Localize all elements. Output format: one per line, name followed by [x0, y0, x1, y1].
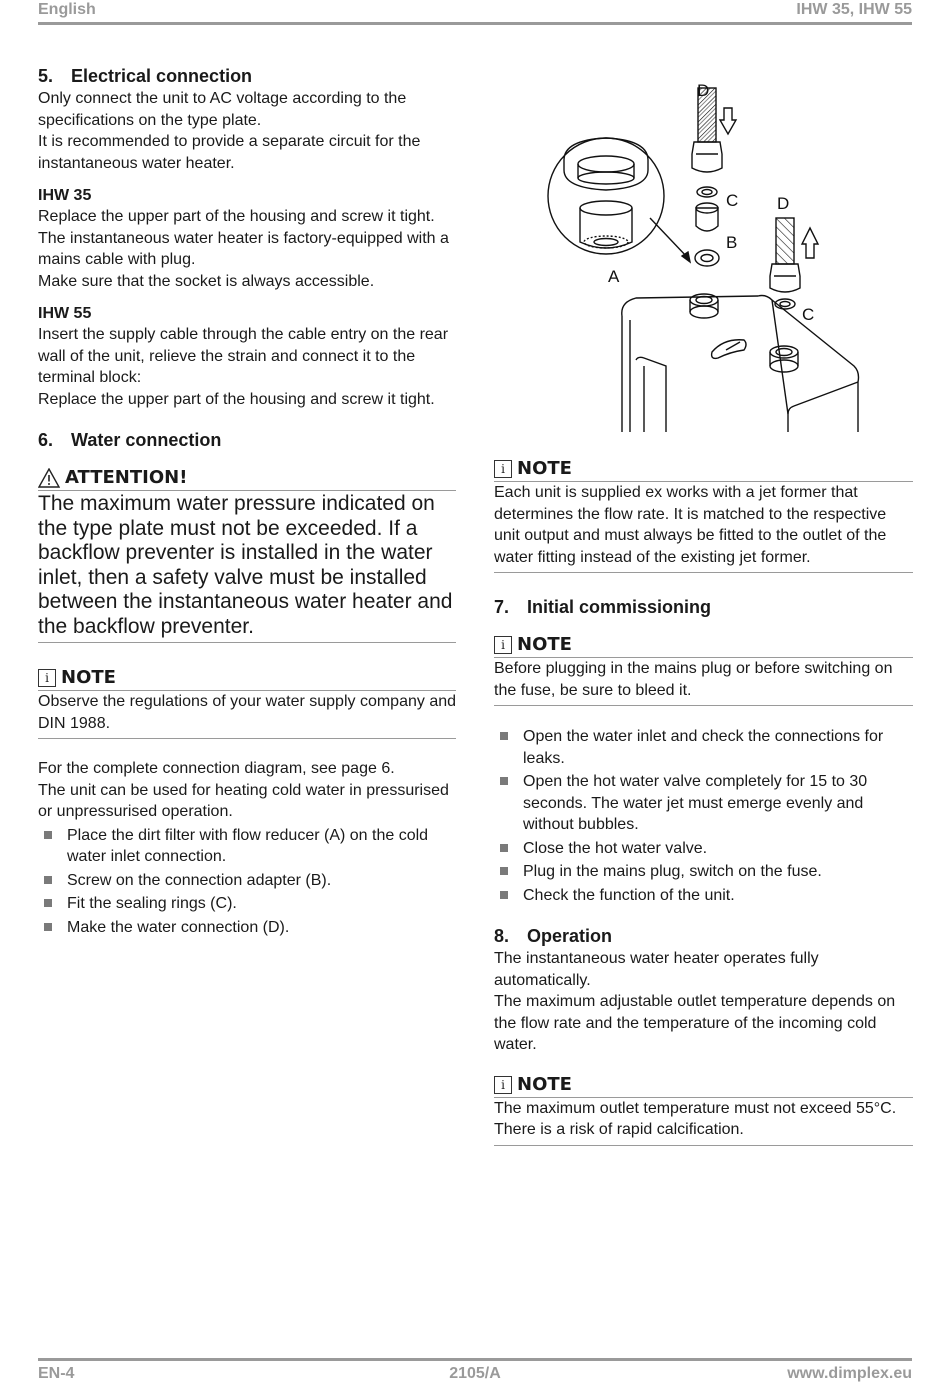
section-6-para-2: The unit can be used for heating cold water in pressurised or unpressurised operation. [38, 781, 449, 820]
ihw35-para-1: Replace the upper part of the housing and screw it tight. The instantaneous water heater is factory-equipped with a mains cable with plug. [38, 208, 449, 268]
commissioning-steps [494, 726, 913, 906]
info-icon: i [494, 636, 512, 654]
ihw55-heading: IHW 55 [38, 305, 92, 322]
info-icon: i [494, 460, 512, 478]
note-text: Before plugging in the mains plug or before switching on the fuse, be sure to bleed it. [494, 658, 913, 706]
label-d-right: D [777, 194, 790, 213]
label-a: A [608, 267, 620, 286]
warning-triangle-icon [38, 468, 60, 488]
list-item: Check the function of the unit. [494, 885, 913, 907]
list-item: Fit the sealing rings (C). [38, 893, 456, 915]
info-icon: i [38, 669, 56, 687]
right-column [494, 458, 913, 1146]
list-item: Plug in the mains plug, switch on the fuse. [494, 861, 913, 883]
note-box-temperature [494, 1074, 913, 1146]
attention-title-row [38, 467, 456, 491]
ihw55-para-1: Insert the supply cable through the cable entry on the rear wall of the unit, relieve the strain and connect it to the terminal block: [38, 326, 449, 386]
page-header [38, 0, 912, 26]
list-item: Close the hot water valve. [494, 838, 913, 860]
note-box-jet-former [494, 458, 913, 573]
ihw55-para-2: Replace the upper part of the housing and screw it tight. [38, 390, 435, 408]
label-d-left: D [697, 81, 710, 100]
label-c-left: C [726, 191, 739, 210]
note-box-regulations [38, 667, 456, 739]
note-title: NOTE [61, 667, 116, 688]
label-c-right: C [802, 305, 815, 324]
list-item: Open the hot water valve completely for 15 to 30 seconds. The water jet must emerge evenly and without bubbles. [494, 771, 913, 836]
section-5-para-2: It is recommended to provide a separate circuit for the instantaneous water heater. [38, 133, 421, 172]
header-language: English [38, 1, 96, 18]
ihw35-heading: IHW 35 [38, 187, 92, 204]
info-icon: i [494, 1076, 512, 1094]
section-8-para-1: The instantaneous water heater operates fully automatically. [494, 950, 819, 989]
ihw35-para-2: Make sure that the socket is always accessible. [38, 272, 375, 290]
label-b: B [726, 233, 738, 252]
header-rule [38, 22, 912, 25]
attention-title: ATTENTION! [65, 467, 188, 488]
page-footer [38, 1358, 912, 1385]
section-5-heading: 5. Electrical connection [38, 66, 253, 86]
note-title: NOTE [517, 634, 572, 655]
attention-text: The maximum water pressure indicated on the type plate must not be exceeded. If a backflow preventer is installed in the water inlet, then a safety valve must be installed between the instantaneous water heater and the backflow preventer. [38, 491, 456, 643]
note-title: NOTE [517, 458, 572, 479]
note-text: Observe the regulations of your water supply company and DIN 1988. [38, 691, 456, 739]
footer-rule [38, 1358, 912, 1361]
note-box-commissioning [494, 634, 913, 706]
connection-diagram [540, 76, 880, 436]
list-item: Place the dirt filter with flow reducer (A) on the cold water inlet connection. [38, 825, 456, 868]
water-connection-steps [38, 825, 456, 939]
footer-document-code: 2105/A [449, 1365, 501, 1382]
note-title-row [494, 634, 913, 658]
list-item: Make the water connection (D). [38, 917, 456, 939]
note-title-row [38, 667, 456, 691]
note-title-row [494, 458, 913, 482]
section-8-para-2: The maximum adjustable outlet temperature depends on the flow rate and the temperature of the incoming cold water. [494, 993, 896, 1053]
note-title-row [494, 1074, 913, 1098]
list-item: Screw on the connection adapter (B). [38, 870, 456, 892]
note-text: The maximum outlet temperature must not exceed 55°C. There is a risk of rapid calcification. [494, 1098, 913, 1146]
note-title: NOTE [517, 1073, 572, 1095]
section-7-heading: 7. Initial commissioning [494, 597, 712, 617]
attention-box [38, 467, 456, 643]
left-column [38, 64, 456, 938]
section-6-heading: 6. Water connection [38, 430, 222, 450]
section-8-heading: 8. Operation [494, 926, 613, 946]
footer-page-number: EN-4 [38, 1365, 75, 1382]
section-5-para-1: Only connect the unit to AC voltage according to the specifications on the type plate. [38, 90, 407, 129]
list-item: Open the water inlet and check the connections for leaks. [494, 726, 913, 769]
note-text: Each unit is supplied ex works with a jet former that determines the flow rate. It is matched to the respective unit output and must always be fitted to the outlet of the water fitting instead of the existing jet former. [494, 482, 913, 573]
footer-website: www.dimplex.eu [787, 1365, 912, 1382]
section-6-para-1: For the complete connection diagram, see page 6. [38, 760, 395, 777]
header-models: IHW 35, IHW 55 [796, 1, 912, 18]
